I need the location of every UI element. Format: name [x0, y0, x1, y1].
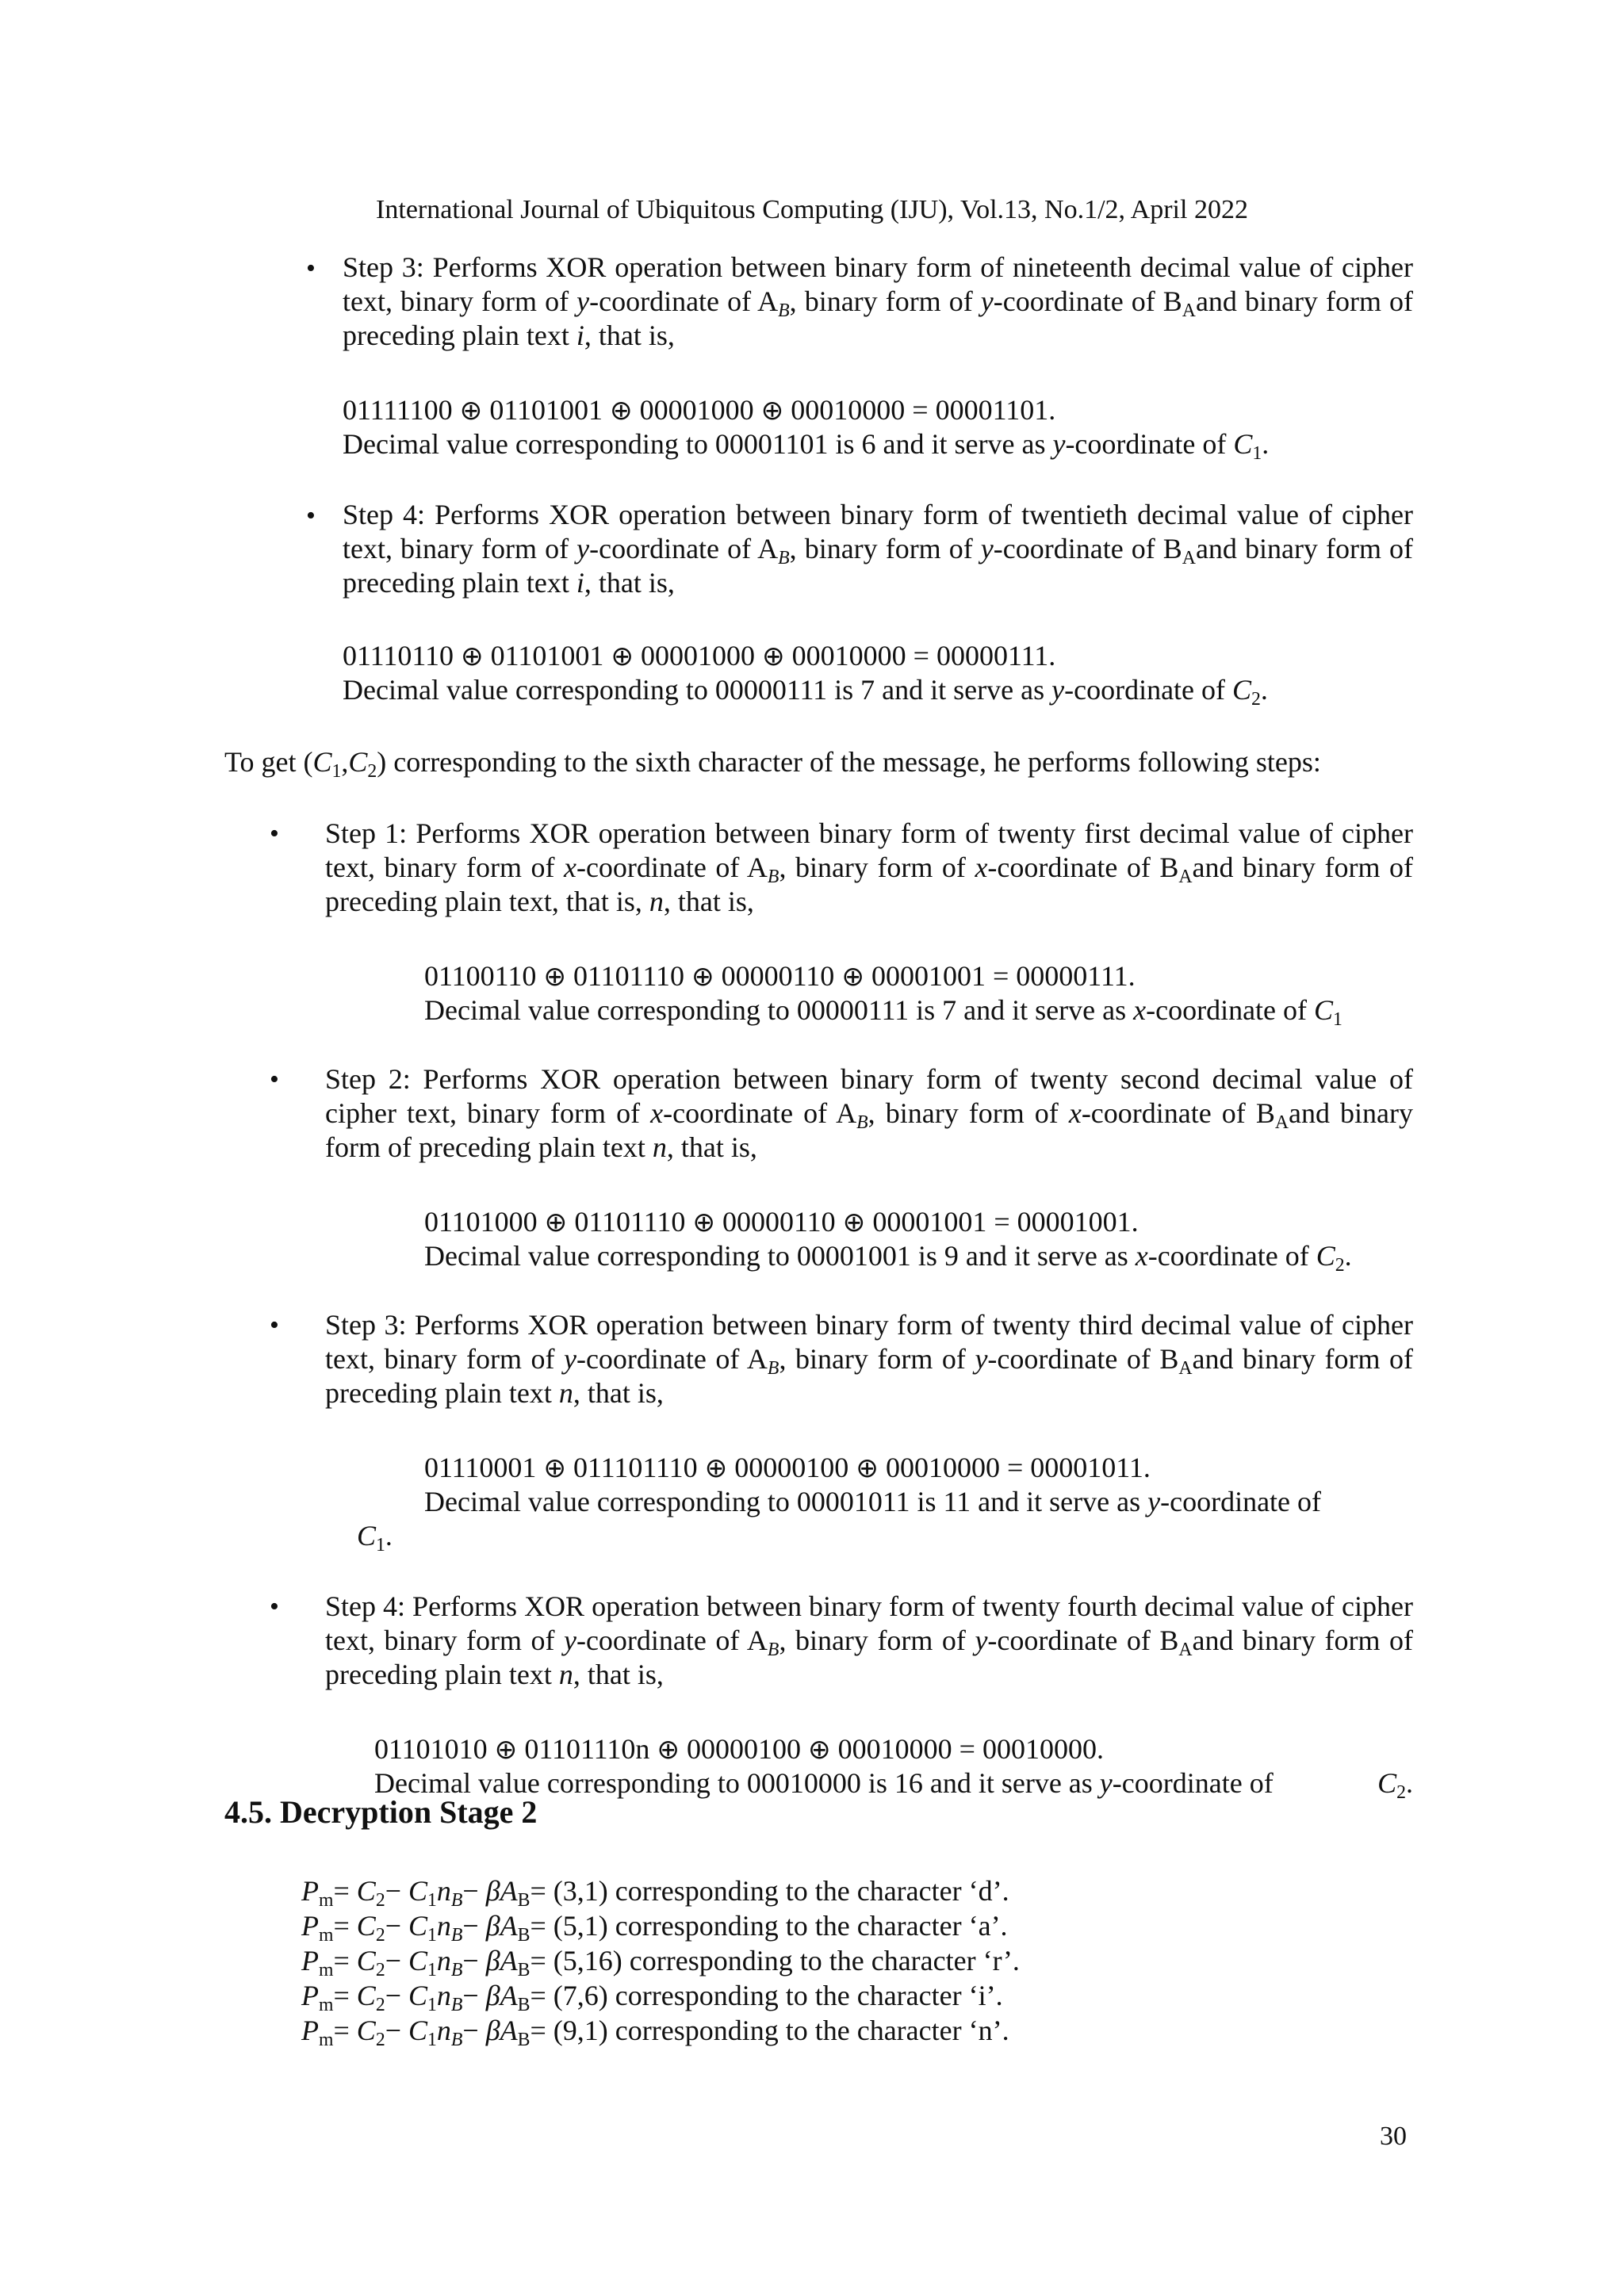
stage1-step4-decimal: Decimal value corresponding to 00000111 is 7 and it serve as y-coordinate of $C_2$. — [343, 674, 1268, 710]
decryption-line: $P_m= C_2- C_1n_B- \beta A_B= (5,1)$ corresponding to the character ‘a’. — [301, 1910, 1008, 1946]
decryption-line: $P_m= C_2- C_1n_B- \beta A_B= (5,16)$ corresponding to the character ‘r’. — [301, 1945, 1020, 1981]
stage1-step3-decimal: Decimal value corresponding to 00001101 is 6 and it serve as y-coordinate of $C_1$. — [343, 428, 1270, 465]
stage2-step1-text: Step 1: Performs XOR operation between binary form of twenty first decimal value of cipher text, binary form of x-coordinate of $A_B$, binary form of x-coordinate of $B_Aand$ binary form of preceding plain text, that is, n, that is, — [325, 817, 1413, 917]
bullet-icon: • — [270, 1311, 279, 1340]
bullet-icon: • — [270, 819, 279, 848]
decryption-line: $P_m= C_2- C_1n_B- \beta A_B= (7,6)$ corresponding to the character ‘i’. — [301, 1980, 1003, 2016]
stage1-step3-text: Step 3: Performs XOR operation between binary form of nineteenth decimal value of cipher text, binary form of y-coordinate of $A_B$, binary form of y-coordinate of $B_Aand$ binary form of preceding plain text i, that is, — [343, 251, 1413, 351]
stage2-step1-decimal: Decimal value corresponding to 00000111 is 7 and it serve as x-coordinate of $C_1$ — [424, 994, 1342, 1031]
bullet-icon: • — [306, 501, 316, 530]
stage2-step4-equation: 01101010 ⊕ 01101110n ⊕ 00000100 ⊕ 00010000 = 00010000. — [374, 1733, 1104, 1766]
page-number: 30 — [1380, 2122, 1407, 2151]
stage2-step3-equation: 01110001 ⊕ 011101110 ⊕ 00000100 ⊕ 00010000 = 00001011. — [424, 1452, 1151, 1484]
bullet-icon: • — [270, 1065, 279, 1094]
bullet-icon: • — [270, 1592, 279, 1621]
stage2-step2-equation: 01101000 ⊕ 01101110 ⊕ 00000110 ⊕ 00001001 = 00001001. — [424, 1206, 1139, 1238]
stage2-step4-text: Step 4: Performs XOR operation between binary form of twenty fourth decimal value of cipher text, binary form of y-coordinate of $A_B$, binary form of y-coordinate of $B_Aand$ binary form of preceding plain text n, that is, — [325, 1590, 1413, 1690]
stage2-step2-text: Step 2: Performs XOR operation between binary form of twenty second decimal value of cipher text, binary form of x-coordinate of $A_B$, binary form of x-coordinate of $B_Aand$ binary form of preceding plain text n, that is, — [325, 1063, 1414, 1163]
stage2-step1-equation: 01100110 ⊕ 01101110 ⊕ 00000110 ⊕ 00001001 = 00000111. — [424, 960, 1136, 993]
decryption-line: $P_m= C_2- C_1n_B- \beta A_B= (3,1)$ corresponding to the character ‘d’. — [301, 1875, 1009, 1911]
stage2-step3-decimal: Decimal value corresponding to 00001011 is 11 and it serve as y-coordinate of — [424, 1486, 1322, 1517]
stage1-step3-equation: 01111100 ⊕ 01101001 ⊕ 00001000 ⊕ 00010000 = 00001101. — [343, 394, 1056, 427]
stage2-step2-decimal: Decimal value corresponding to 00001001 is 9 and it serve as x-coordinate of $C_2$. — [424, 1240, 1352, 1276]
bullet-icon: • — [306, 254, 316, 283]
stage2-step4-decimal: Decimal value corresponding to 00010000 is 16 and it serve as y-coordinate of $C_2$. — [374, 1767, 1413, 1804]
stage1-step4-equation: 01110110 ⊕ 01101001 ⊕ 00001000 ⊕ 00010000 = 00000111. — [343, 640, 1056, 672]
section-heading: 4.5. Decryption Stage 2 — [224, 1794, 538, 1830]
decryption-line: $P_m= C_2- C_1n_B- \beta A_B= (9,1)$ corresponding to the character ‘n’. — [301, 2015, 1009, 2051]
running-header: International Journal of Ubiquitous Computing (IJU), Vol.13, No.1/2, April 2022 — [376, 195, 1248, 224]
stage1-step4-text: Step 4: Performs XOR operation between binary form of twentieth decimal value of cipher text, binary form of y-coordinate of $A_B$, binary form of y-coordinate of $B_Aand$ binary form of preceding plain text i, that is, — [343, 499, 1413, 599]
sixth-character-intro: To get $(C_1,C_2)$ corresponding to the sixth character of the message, he performs following steps: — [224, 746, 1321, 783]
stage2-step3-text: Step 3: Performs XOR operation between binary form of twenty third decimal value of cipher text, binary form of y-coordinate of $A_B$, binary form of y-coordinate of $B_Aand$ binary form of preceding plain text n, that is, — [325, 1309, 1413, 1409]
stage2-step3-decimal-wrap: $C_1$. — [357, 1520, 393, 1556]
